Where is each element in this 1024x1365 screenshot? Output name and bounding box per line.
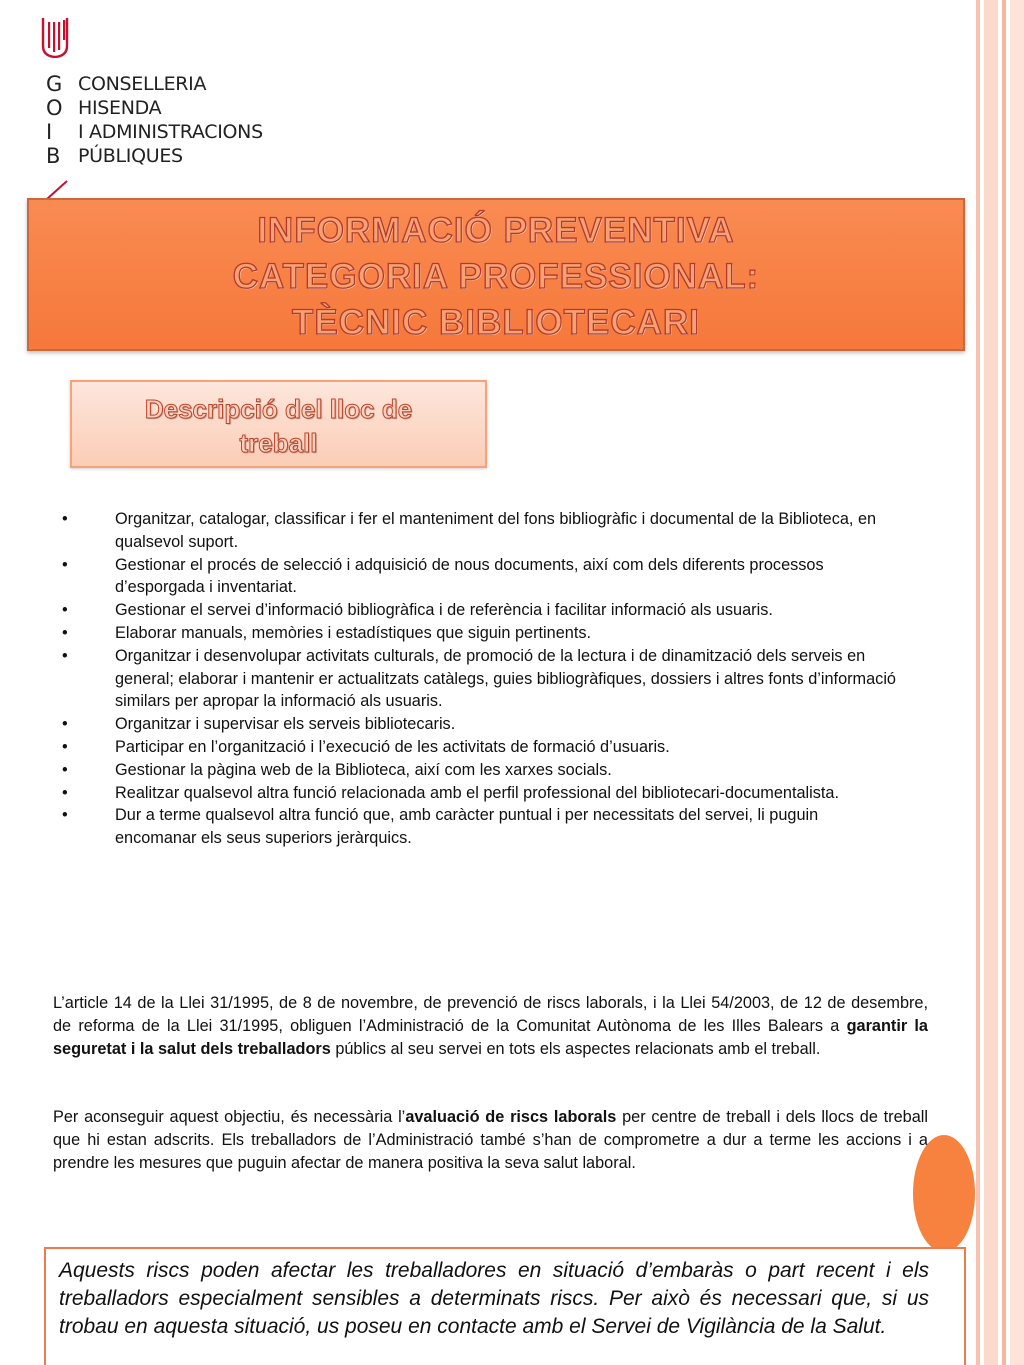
title-line: TÈCNIC BIBLIOTECARI [292,303,700,342]
title-line: CATEGORIA PROFESSIONAL: [232,257,760,296]
page-title [29,208,963,346]
note-box [44,1247,966,1365]
logo-letter: I [46,120,53,144]
list-item: • Gestionar el servei d’informació bibliogràfica i de referència i facilitar informació als usuaris. [60,599,900,622]
list-item: • Organitzar, catalogar, classificar i fer el manteniment del fons bibliogràfic i documental de la Biblioteca, en qualsevol suport. [60,508,900,554]
section-title-line: Descripció del lloc de [144,394,413,424]
logo-line: I ADMINISTRACIONS [78,121,263,143]
decor-stripe [1002,0,1006,1365]
list-item: • Gestionar la pàgina web de la Biblioteca, així com les xarxes socials. [60,759,900,782]
note-text: Aquests riscs poden afectar les treballadores en situació d’embaràs o part recent i els treballadors especialment sensibles a determinats riscs. Per això és necessari que, si us trobau en aquesta situació, us poseu en contacte amb el Servei de Vigilància de la Salut. [59,1259,929,1338]
decor-stripe [984,0,998,1365]
logo-letter: O [46,96,63,120]
logo-line: CONSELLERIA [78,73,207,95]
logo-letters [46,72,72,168]
paragraph-text: L’article 14 de la Llei 31/1995, de 8 de novembre, de prevenció de riscs laborals, i la Llei 54/2003, de 12 de desembre, de reforma de la Llei 31/1995, obliguen l’Administració de la Comunitat Autònoma de les Illes Balears a [53,994,928,1035]
list-item: • Dur a terme qualsevol altra funció que, amb caràcter puntual i per necessitats del servei, li puguin encomanar els seus superiors jeràrquics. [60,804,900,850]
paragraph-text: Per aconseguir aquest objectiu, és necessària l’ [53,1108,406,1126]
paragraph-emphasis: avaluació de riscs laborals [405,1108,617,1126]
logo-line: PÚBLIQUES [78,145,183,167]
logo-line: HISENDA [78,97,162,119]
paragraph-text: per centre de treball i dels llocs de treball que hi estan adscrits. Els treballadors de l’Administració també s’han de comprometre a dur a terme les accions i a prendre les mesures que puguin afectar de manera positiva la seva salut laboral. [53,1108,928,1172]
header-banner [27,198,965,351]
legal-paragraph [53,992,928,1061]
objective-paragraph [53,1106,928,1175]
logo-letter: G [46,72,63,96]
decor-stripe [976,0,980,1365]
list-item: • Organitzar i supervisar els serveis bibliotecaris. [60,713,900,736]
paragraph-emphasis: garantir la seguretat i la salut dels treballadors [53,1017,928,1058]
logo-department-name [78,72,263,168]
title-line: INFORMACIÓ PREVENTIVA [257,211,735,250]
coat-of-arms-icon [40,16,70,58]
section-label-box [70,380,487,468]
logo-letter: B [46,144,61,168]
decor-oval [913,1135,975,1252]
list-item: • Organitzar i desenvolupar activitats culturals, de promoció de la lectura i de dinamització dels serveis en general; elaborar i mantenir er actualitzats catàlegs, guies bibliogràfiques, dossiers i altres fonts d’informació similars per apropar la informació als usuaris. [60,645,900,713]
decor-stripe [1010,0,1024,1365]
list-item: • Participar en l’organització i l’execució de les activitats de formació d’usuaris. [60,736,900,759]
goib-logo [38,14,298,194]
section-title [72,392,485,460]
section-title-line: treball [239,428,318,458]
list-item: • Gestionar el procés de selecció i adquisició de nous documents, així com dels diferents processos d’esporgada i inventariat. [60,554,900,600]
slash-icon [46,180,68,200]
paragraph-text: públics al seu servei en tots els aspectes relacionats amb el treball. [330,1040,821,1058]
list-item: • Realitzar qualsevol altra funció relacionada amb el perfil professional del bibliotecari-documentalista. [60,782,900,805]
task-list [60,508,900,850]
list-item: • Elaborar manuals, memòries i estadístiques que siguin pertinents. [60,622,900,645]
